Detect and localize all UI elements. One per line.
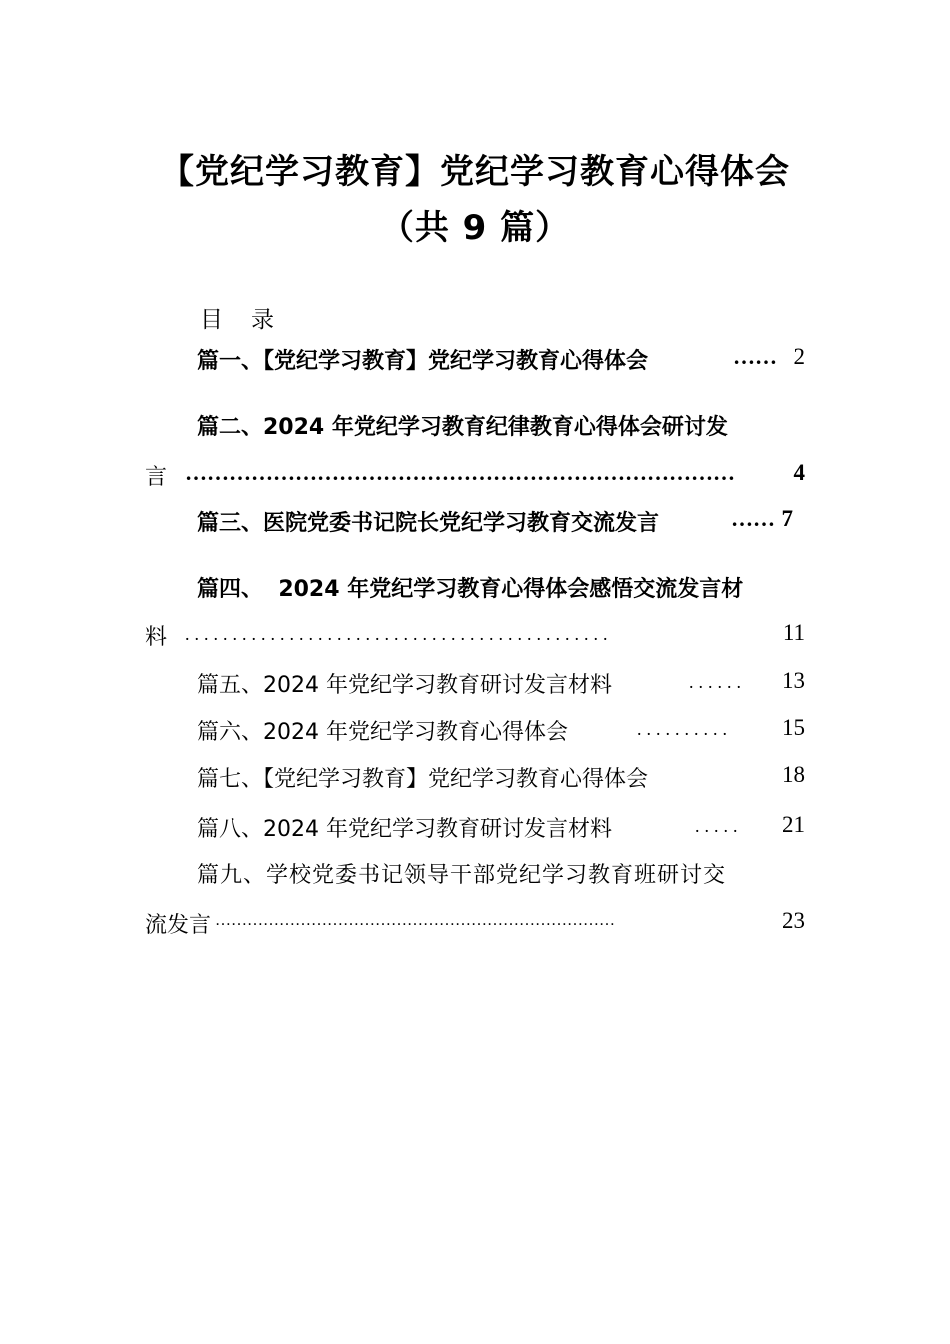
toc-entry-2-title: 篇二、2024 年党纪学习教育纪律教育心得体会研讨发 [197, 415, 728, 440]
toc-heading-right: 录 [251, 307, 274, 333]
toc-entry-4-cont[interactable] [145, 620, 805, 654]
toc-entry-1-dots: …… [733, 344, 777, 369]
toc-heading-left: 目 [200, 307, 223, 333]
toc-entry-3-page: 7 [781, 506, 793, 531]
toc-entry-5-page: 13 [782, 668, 805, 693]
toc-entry-3-title: 篇三、医院党委书记院长党纪学习教育交流发言 [197, 511, 660, 536]
toc-entry-4[interactable] [145, 572, 805, 606]
toc-entry-7-title: 篇七、【党纪学习教育】党纪学习教育心得体会 [197, 767, 649, 792]
toc-entry-9-title: 篇九、学校党委书记领导干部党纪学习教育班研讨交 [197, 863, 727, 888]
toc-entry-8-dots: ..... [695, 816, 743, 836]
toc-entry-9-title-cont: 流发言 [145, 913, 212, 938]
toc-entry-2-dots: ………………………………………………………………… [185, 460, 735, 485]
toc-entry-5-title: 篇五、2024 年党纪学习教育研讨发言材料 [197, 673, 612, 698]
toc-entry-8-page: 21 [782, 812, 805, 837]
toc-entry-4-dots: ............................................. [185, 624, 613, 644]
toc-entry-7-page: 18 [782, 762, 805, 787]
toc-entry-3-dots: …… [731, 506, 775, 531]
toc-entry-6-title: 篇六、2024 年党纪学习教育心得体会 [197, 720, 568, 745]
toc-entry-8-title: 篇八、2024 年党纪学习教育研讨发言材料 [197, 817, 612, 842]
toc-entry-4-title-cont: 料 [145, 625, 168, 650]
toc-entry-2-cont[interactable] [145, 460, 805, 494]
toc-entry-5[interactable] [145, 668, 805, 702]
document-title: 【党纪学习教育】党纪学习教育心得体会 [160, 152, 790, 192]
toc-entry-3[interactable] [145, 506, 805, 540]
toc-entry-1-page: 2 [793, 344, 805, 369]
toc-entry-2-title-cont: 言 [145, 465, 168, 490]
toc-entry-4-title: 篇四、 2024 年党纪学习教育心得体会感悟交流发言材 [197, 577, 744, 602]
toc-entry-6-dots: .......... [637, 719, 732, 739]
toc-entry-6-page: 15 [782, 715, 805, 740]
toc-entry-9-dots: ………………………………………………………………… [215, 912, 615, 929]
toc-entry-1-title: 篇一、【党纪学习教育】党纪学习教育心得体会 [197, 349, 649, 374]
toc-entry-5-dots: ...... [689, 672, 746, 692]
toc-entry-1[interactable] [145, 344, 805, 378]
toc-entry-2[interactable] [145, 410, 805, 444]
toc-entry-8[interactable] [145, 812, 805, 846]
document-subtitle: （共 9 篇） [379, 208, 571, 248]
toc-entry-6[interactable] [145, 715, 805, 749]
toc-entry-7[interactable] [145, 762, 805, 796]
toc-entry-4-page: 11 [782, 620, 805, 645]
toc-entry-9[interactable] [145, 858, 805, 892]
toc-entry-9-page: 23 [782, 908, 805, 933]
toc-heading [200, 301, 274, 334]
toc-entry-9-cont[interactable] [145, 908, 805, 942]
toc-entry-2-page: 4 [793, 460, 805, 485]
